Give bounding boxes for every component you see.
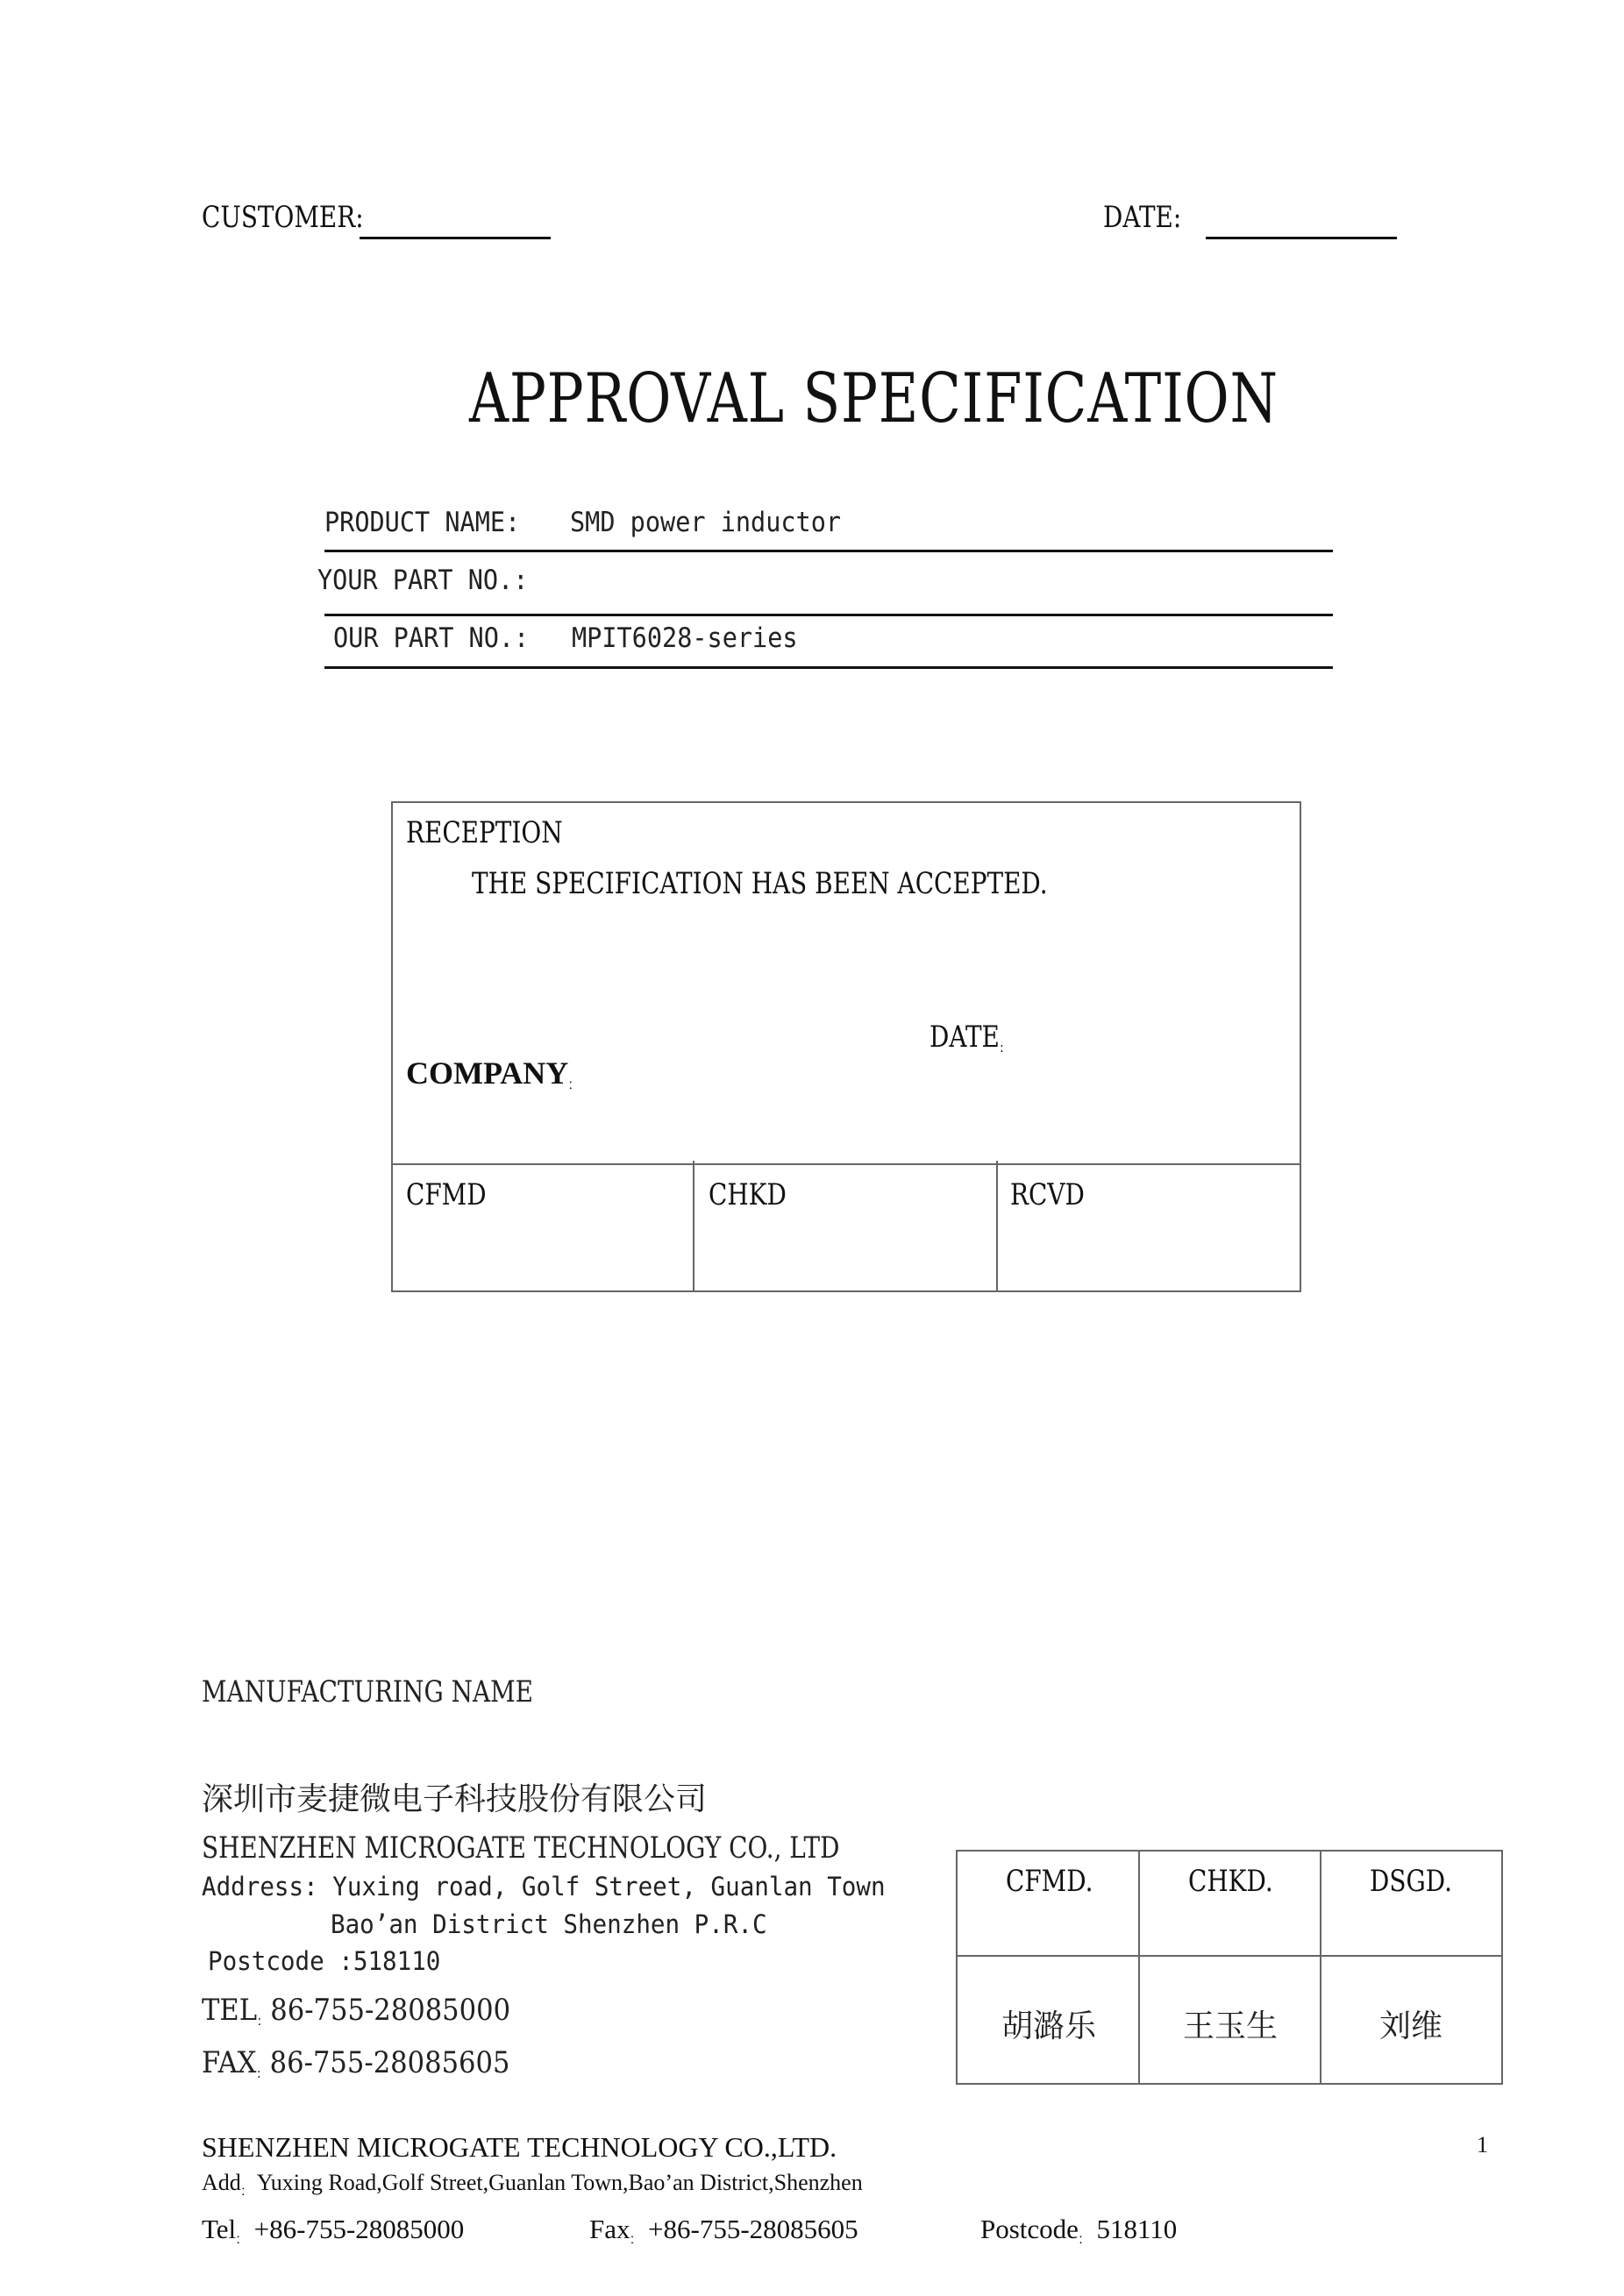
signature-rcvd: RCVD [1010,1177,1085,1212]
manufacturer-tel-label: TEL [202,1993,258,2028]
reception-company [406,1055,573,1093]
our-part-label: OUR PART NO.: [333,622,530,654]
footer-add-label: Add [202,2170,241,2195]
signature-divider-1 [693,1161,694,1292]
signature-cfmd: CFMD [406,1177,487,1212]
footer-address [202,2170,863,2200]
approval-header-chkd: CHKD. [1188,1864,1273,1899]
manufacturer-address-line1: Address: Yuxing road, Golf Street, Guanlan Town [202,1872,886,1901]
footer-fax [589,2214,858,2248]
footer-company: SHENZHEN MICROGATE TECHNOLOGY CO.,LTD. [202,2131,837,2163]
reception-signature-row [391,1161,1301,1292]
our-part-value: MPIT6028-series [572,622,798,654]
page-number: 1 [1477,2132,1488,2157]
customer-line [360,237,551,239]
footer-fax-value: +86-755-28085605 [648,2214,858,2244]
manufacturer-tel [202,1993,510,2029]
approval-header-dsgd: DSGD. [1370,1864,1452,1899]
footer-postcode [980,2214,1177,2248]
manufacturer-address-line2: Bao’an District Shenzhen P.R.C [331,1909,767,1939]
signature-divider-2 [996,1161,998,1292]
footer-postcode-label: Postcode [980,2214,1079,2244]
manufacturer-fax-value: 86-755-28085605 [269,2045,510,2080]
manufacturer-postcode: Postcode :518110 [208,1946,441,1976]
manufacturer-fax [202,2045,509,2082]
footer-add-value: Yuxing Road,Golf Street,Guanlan Town,Bao’an District,Shenzhen [256,2170,863,2195]
reception-heading: RECEPTION [406,815,563,850]
footer-add-colon: ː [240,2181,246,2199]
manufacturer-fax-colon: ː [256,2064,261,2082]
reception-date [930,1020,1004,1056]
approval-col-divider-2 [1320,1852,1321,2083]
manufacturing-label: MANUFACTURING NAME [202,1674,534,1710]
manufacturer-tel-value: 86-755-28085000 [270,1993,511,2028]
date-label: DATE: [1103,200,1182,235]
reception-company-colon: ː [568,1075,573,1092]
approval-name-chkd: 王玉生 [1183,2008,1279,2044]
customer-label: CUSTOMER: [202,200,364,235]
manufacturer-chinese-name: 深圳市麦捷微电子科技股份有限公司 [202,1781,708,1817]
approval-header-cfmd: CFMD. [1006,1864,1093,1899]
page-title: APPROVAL SPECIFICATION [469,359,1279,438]
signature-chkd: CHKD [709,1177,787,1212]
footer-tel-value: +86-755-28085000 [253,2214,465,2244]
reception-company-label: COMPANY [406,1056,569,1091]
manufacturer-tel-colon: ː [257,2011,262,2029]
product-name-label: PRODUCT NAME: [324,507,521,538]
your-part-line [324,614,1333,616]
footer-postcode-value: 518110 [1096,2214,1178,2244]
our-part-line [324,666,1333,669]
approval-col-divider-1 [1138,1852,1140,2083]
approval-name-cfmd: 胡潞乐 [1001,2008,1097,2044]
footer-postcode-colon: ː [1078,2229,1083,2247]
reception-date-colon: ː [999,1038,1004,1056]
footer-fax-label: Fax [589,2214,630,2244]
footer-tel [202,2214,464,2248]
date-line [1206,237,1397,239]
approval-name-dsgd: 刘维 [1379,2008,1443,2044]
footer-fax-colon: ː [630,2229,635,2247]
footer-tel-colon: ː [236,2229,241,2247]
product-name-value: SMD power inductor [570,507,842,538]
your-part-label: YOUR PART NO.: [317,565,529,596]
reception-statement: THE SPECIFICATION HAS BEEN ACCEPTED. [472,866,1048,901]
reception-date-label: DATE [930,1020,1000,1055]
manufacturer-english-name: SHENZHEN MICROGATE TECHNOLOGY CO., LTD [202,1830,840,1866]
manufacturer-fax-label: FAX [202,2045,257,2080]
product-name-line [324,550,1333,552]
approval-row-divider [958,1955,1501,1957]
footer-tel-label: Tel [202,2214,237,2244]
